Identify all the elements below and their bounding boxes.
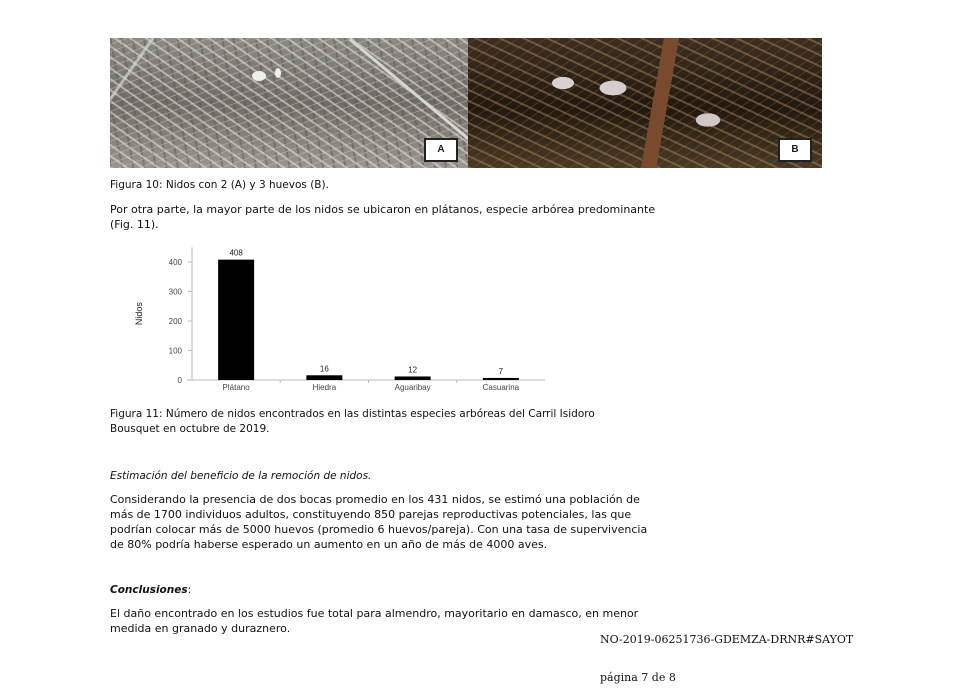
egg — [252, 71, 266, 81]
x-tick-label: Hiedra — [312, 383, 337, 392]
section-heading-estimacion: Estimación del beneficio de la remoción de nidos. — [110, 470, 372, 482]
section-heading-conclusiones — [110, 583, 191, 598]
data-label: 12 — [408, 365, 418, 375]
data-label: 7 — [498, 366, 504, 376]
x-tick-label: Plátano — [222, 383, 250, 392]
estimacion-line: más de 1700 individuos adultos, constituyendo 850 parejas reproductivas potenciales, las que — [110, 508, 632, 521]
bar-casuarina — [483, 378, 519, 380]
y-tick-label: 100 — [168, 346, 182, 356]
y-tick-label: 300 — [168, 287, 182, 297]
conclusiones-line: medida en granado y duraznero. — [110, 622, 291, 635]
estimacion-line: podrían colocar más de 5000 huevos (promedio 6 huevos/pareja). Con una tasa de supervivencia — [110, 523, 648, 536]
y-tick-label: 200 — [168, 317, 182, 326]
egg — [275, 68, 281, 78]
bar-chart-nidos — [120, 240, 560, 400]
x-tick-label: Casuarina — [482, 383, 520, 392]
bar-hiedra — [306, 375, 342, 380]
photo-stick — [110, 38, 180, 100]
estimacion-line: Considerando la presencia de dos bocas promedio en los 431 nidos, se estimó una población de — [110, 493, 640, 506]
conclusiones-heading-colon: : — [187, 584, 192, 596]
figure10-caption: Figura 10: Nidos con 2 (A) y 3 huevos (B). — [110, 179, 329, 191]
bar-pltano — [218, 260, 254, 380]
intro-paragraph-line-1: Por otra parte, la mayor parte de los nidos se ubicaron en plátanos, especie arbórea predominante — [110, 203, 656, 216]
photo-nest-b — [468, 38, 822, 168]
page-number: página 7 de 8 — [600, 671, 676, 684]
y-axis-label: Nidos — [134, 302, 144, 326]
intro-paragraph-line-2: (Fig. 11). — [110, 218, 159, 231]
x-tick-label: Aguaribay — [394, 383, 431, 392]
conclusiones-heading-text: Conclusiones — [110, 584, 188, 596]
photo-label-b: B — [778, 138, 812, 162]
bar-aguaribay — [395, 376, 431, 380]
data-label: 16 — [319, 364, 329, 374]
y-tick-label: 0 — [177, 376, 182, 385]
figure11-caption-line-1: Figura 11: Número de nidos encontrados en las distintas especies arbóreas del Carril Isidoro — [110, 408, 595, 420]
photo-stick — [349, 38, 468, 150]
photo-nest-a — [110, 38, 468, 168]
photo-label-a: A — [424, 138, 458, 162]
document-id: NO-2019-06251736-GDEMZA-DRNR#SAYOT — [600, 633, 854, 646]
conclusiones-line: El daño encontrado en los estudios fue total para almendro, mayoritario en damasco, en menor — [110, 607, 639, 620]
data-label: 408 — [229, 248, 243, 258]
y-tick-label: 400 — [168, 258, 182, 267]
estimacion-line: de 80% podría haberse esperado un aumento en un año de más de 4000 aves. — [110, 538, 548, 551]
figure11-caption-line-2: Bousquet en octubre de 2019. — [110, 423, 270, 435]
